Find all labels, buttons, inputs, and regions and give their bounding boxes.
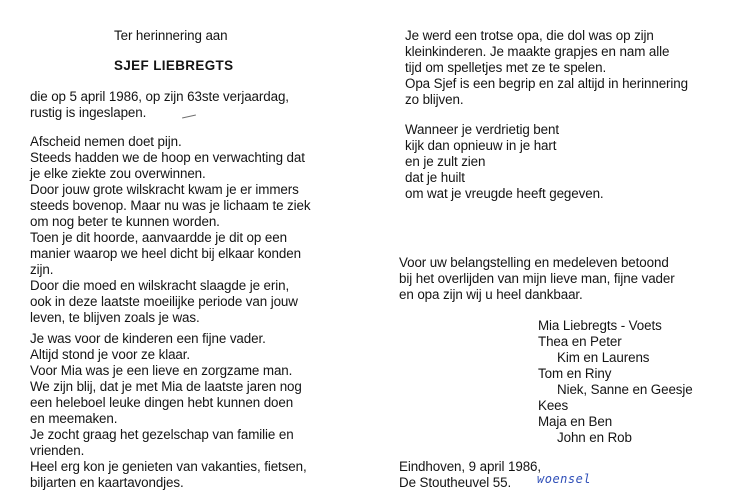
thanks-line: bij het overlijden van mijn lieve man, fijne vader bbox=[399, 271, 675, 286]
family-member: Kim en Laurens bbox=[557, 350, 650, 365]
address: De Stoutheuvel 55. bbox=[399, 475, 512, 490]
poem-line: kijk dan opnieuw in je hart bbox=[405, 138, 557, 153]
poem-line: dat je huilt bbox=[405, 170, 465, 185]
place-date: Eindhoven, 9 april 1986, bbox=[399, 459, 542, 474]
paragraph-line: Door die moed en wilskracht slaagde je erin, bbox=[30, 278, 290, 293]
family-member: Tom en Riny bbox=[538, 366, 612, 381]
paragraph-line: ook in deze laatste moeilijke periode van jouw bbox=[30, 294, 298, 309]
family-member: Mia Liebregts - Voets bbox=[538, 318, 662, 333]
paragraph-line: tijd om spelletjes met ze te spelen. bbox=[405, 60, 607, 75]
family-member: John en Rob bbox=[557, 430, 632, 445]
paragraph-line: biljarten en kaartavondjes. bbox=[30, 475, 184, 490]
paragraph-line: Opa Sjef is een begrip en zal altijd in herinnering bbox=[405, 76, 688, 91]
paragraph-line: Je was voor de kinderen een fijne vader. bbox=[30, 331, 266, 346]
paragraph-line: leven, te blijven zoals je was. bbox=[30, 310, 200, 325]
paragraph-line: Door jouw grote wilskracht kwam je er immers bbox=[30, 182, 299, 197]
paragraph-line: steeds bovenop. Maar nu was je lichaam te ziek bbox=[30, 198, 311, 213]
intro-line: rustig is ingeslapen. bbox=[30, 105, 147, 120]
intro-line: die op 5 april 1986, op zijn 63ste verjaardag, bbox=[30, 89, 289, 104]
family-member: Thea en Peter bbox=[538, 334, 622, 349]
poem-line: en je zult zien bbox=[405, 154, 486, 169]
paragraph-line: kleinkinderen. Je maakte grapjes en nam alle bbox=[405, 44, 670, 59]
poem-line: Wanneer je verdrietig bent bbox=[405, 122, 559, 137]
handwritten-note: woensel bbox=[537, 472, 592, 486]
poem-line: om wat je vreugde heeft gegeven. bbox=[405, 186, 604, 201]
paragraph-line: Toen je dit hoorde, aanvaardde je dit op een bbox=[30, 230, 287, 245]
pen-mark bbox=[182, 115, 196, 119]
deceased-name: SJEF LIEBREGTS bbox=[114, 58, 234, 73]
paragraph-line: een heleboel leuke dingen hebt kunnen doen bbox=[30, 395, 294, 410]
family-member: Maja en Ben bbox=[538, 414, 613, 429]
paragraph-line: Je werd een trotse opa, die dol was op zijn bbox=[405, 28, 654, 43]
paragraph-line: vrienden. bbox=[30, 443, 85, 458]
family-member: Niek, Sanne en Geesje bbox=[557, 382, 693, 397]
paragraph-line: je elke ziekte zou overwinnen. bbox=[30, 166, 206, 181]
card-heading: Ter herinnering aan bbox=[114, 28, 228, 43]
paragraph-line: zo blijven. bbox=[405, 92, 464, 107]
paragraph-line: zijn. bbox=[30, 262, 54, 277]
paragraph-line: Je zocht graag het gezelschap van familie en bbox=[30, 427, 294, 442]
paragraph-line: en meemaken. bbox=[30, 411, 118, 426]
family-member: Kees bbox=[538, 398, 569, 413]
thanks-line: en opa zijn wij u heel dankbaar. bbox=[399, 287, 583, 302]
paragraph-line: We zijn blij, dat je met Mia de laatste jaren nog bbox=[30, 379, 302, 394]
paragraph-line: Voor Mia was je een lieve en zorgzame man. bbox=[30, 363, 293, 378]
paragraph-line: Afscheid nemen doet pijn. bbox=[30, 134, 182, 149]
thanks-line: Voor uw belangstelling en medeleven betoond bbox=[399, 255, 669, 270]
paragraph-line: Altijd stond je voor ze klaar. bbox=[30, 347, 191, 362]
paragraph-line: Heel erg kon je genieten van vakanties, fietsen, bbox=[30, 459, 307, 474]
paragraph-line: manier waarop we heel dicht bij elkaar konden bbox=[30, 246, 301, 261]
paragraph-line: om nog beter te kunnen worden. bbox=[30, 214, 220, 229]
paragraph-line: Steeds hadden we de hoop en verwachting dat bbox=[30, 150, 305, 165]
